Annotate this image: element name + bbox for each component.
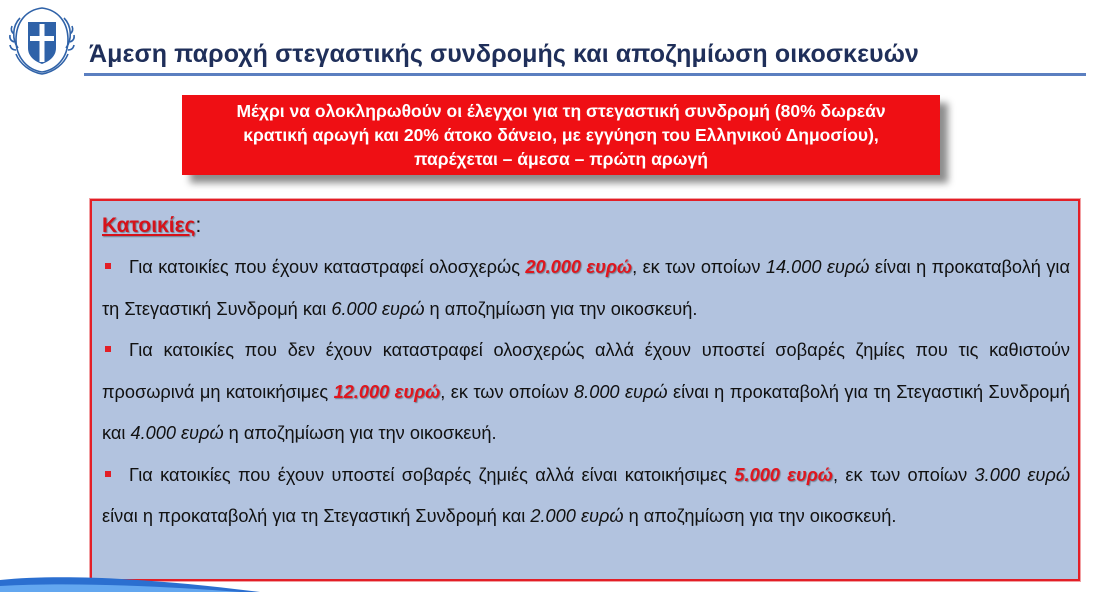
housing-panel <box>90 199 1080 581</box>
callout-line-1: Μέχρι να ολοκληρωθούν οι έλεγχοι για τη στεγαστική συνδρομή (80% δωρεάν <box>236 101 886 121</box>
callout-line-2: κρατική αρωγή και 20% άτοκο δάνειο, με εγγύηση του Ελληνικού Δημοσίου), <box>243 125 879 145</box>
amount-contents: 4.000 ευρώ <box>130 423 224 443</box>
section-heading <box>102 211 1070 241</box>
section-heading-text: Κατοικίες <box>102 214 196 237</box>
amount-advance: 3.000 ευρώ <box>974 464 1071 485</box>
list-item: Για κατοικίες που έχουν υποστεί σοβαρές ζημιές αλλά είναι κατοικήσιμες 5.000 ευρώ, εκ των οποίων 3.000 ευρώ είναι η προκαταβολή για τη Στεγαστική Συνδρομή και 2.000 ευρώ η αποζημίωση για την οικοσκευή. <box>102 464 1071 526</box>
page-title: Άμεση παροχή στεγαστικής συνδρομής και αποζημίωση οικοσκευών <box>89 40 919 68</box>
amount-advance: 14.000 ευρώ <box>765 257 870 277</box>
list-item: Για κατοικίες που δεν έχουν καταστραφεί ολοσχερώς αλλά έχουν υποστεί σοβαρές ζημίες που τις καθιστούν προσωρινά μη κατοικήσιμες 12.000 ευρώ, εκ των οποίων 8.000 ευρώ είναι η προκαταβολή για τη Στεγαστική Συνδρομή και 4.000 ευρώ η αποζημίωση για την οικοσκευή. <box>102 340 1071 443</box>
list-item: Για κατοικίες που έχουν καταστραφεί ολοσχερώς 20.000 ευρώ, εκ των οποίων 14.000 ευρώ είναι η προκαταβολή για τη Στεγαστική Συνδρομή και 6.000 ευρώ η αποζημίωση για την οικοσκευή. <box>102 257 1070 319</box>
amount-contents: 6.000 ευρώ <box>331 298 425 319</box>
callout-banner <box>182 95 940 175</box>
amount-highlight: 12.000 ευρώ <box>333 381 441 402</box>
square-bullet-icon <box>105 346 111 352</box>
square-bullet-icon <box>105 263 111 269</box>
square-bullet-icon <box>105 471 111 477</box>
amount-highlight: 20.000 ευρώ <box>525 257 633 277</box>
amount-contents: 2.000 ευρώ <box>530 506 624 526</box>
title-divider <box>84 73 1086 76</box>
amount-highlight: 5.000 ευρώ <box>734 464 833 485</box>
decorative-wave <box>0 572 260 592</box>
callout-line-3: παρέχεται – άμεσα – πρώτη αρωγή <box>414 149 708 169</box>
amount-advance: 8.000 ευρώ <box>574 381 668 402</box>
hellenic-republic-emblem-icon <box>6 4 78 76</box>
section-heading-colon: : <box>195 214 202 237</box>
